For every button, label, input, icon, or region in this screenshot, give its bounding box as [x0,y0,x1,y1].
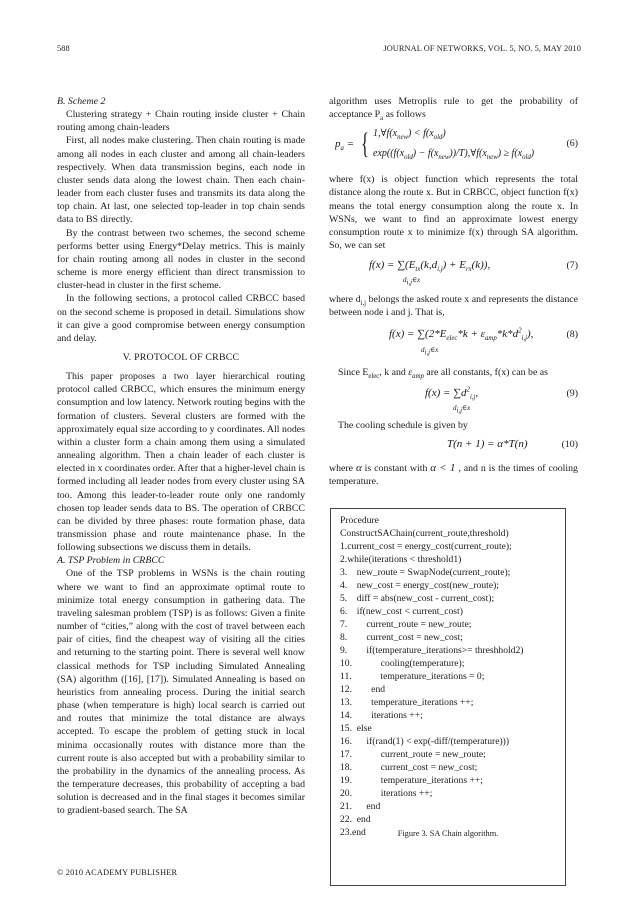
algorithm-line: 1.current_cost = energy_cost(current_route); [340,541,512,552]
algorithm-line: 16. if(rand(1) < exp(-diff/(temperature))) [340,736,510,747]
figure-caption: Figure 3. SA Chain algorithm. [397,829,499,838]
equation-8-number: (8) [566,328,578,340]
scheme2-paragraph-4: In the following sections, a protocol called CRBCC based on the second scheme is proposed in detail. Simulations show it can give a good compromise between energy consumption and delay. [57,293,305,344]
algorithm-line: 14. iterations ++; [340,710,423,721]
algorithm-line: 11. temperature_iterations = 0; [340,671,485,682]
equation-7: $f(x) = \sum(E_{tx}(k,d_{i,j}) + E_{rx}(k))$, $d_{i,j}\in x$ (7) [369,259,578,287]
scheme2-paragraph-2: First, all nodes make clustering. Then chain routing is made among all nodes in each cluster and among all chain-leaders respectively. When data transmission begins, each node in cluster sends data along the lowest chain. Then each chain-leader from each cluster fuses and transmits its data along the top chain. At last, one selected top-leader in top chain sends data to BS directly. [57,135,305,226]
algorithm-line: 2.while(iterations < threshold1) [340,554,462,565]
algorithm-line: 13. temperature_iterations ++; [340,697,474,708]
distance-text: where $d_{i,j}$ belongs the asked route x and represents the distance between node i and j. That is, [329,294,578,319]
metropolis-text: algorithm uses Metroplis rule to get the probability of acceptance $P_a$ as follows [329,96,578,123]
section-heading: V. PROTOCOL OF CRBCC [122,351,240,363]
scheme2-paragraph-3: By the contrast between two schemes, the second scheme performs better using Energy*Delay metrics. This is mainly for chain routing among all nodes in cluster in the second scheme is more energy efficient than direct transmission to cluster-head in cluster in the first scheme. [57,227,305,292]
journal-header: JOURNAL OF NETWORKS, VOL. 5, NO. 5, MAY 2010 [383,44,581,53]
equation-8: $f(x) = \sum(2*E_{elec}*k + \varepsilon_{amp}*k*d^2_{i,j})$, $d_{i,j}\in x$ (8) [389,326,578,356]
equation-6-number: (6) [566,138,578,150]
protocol-paragraph: This paper proposes a two layer hierarchical routing protocol called CRBCC, which ensures the minimum energy consumption and low latency. Network routing begins with the formation of clusters. Several clusters are formed with the approximately equal size according to y coordinates. All nodes within a cluster form a chain among them using a simulated annealing algorithm. Then a chain leader of each cluster is elected in x coordinates order. After that a higher-level chain is formed including all leader nodes from every cluster using SA too. Among this leader-to-leader route only one randomly chosen top leader sends data to BS. The operation of CRBCC can be divided by three phases: route formation phase, data transmission phase and route maintenance phase. In the following subsections we discuss them in details. [57,371,305,554]
equation-10: T(n + 1) = α*T(n) (10) [447,437,578,450]
constants-text: Since $E_{elec}$, k and $\varepsilon_{amp}$ are all constants, f(x) can be as [338,366,548,380]
algorithm-line: 15. else [340,723,372,734]
equation-9: $f(x) = \sum d^2_{i,j}$, $d_{i,j}\in x$ (9) [425,386,578,415]
left-column [57,95,305,817]
equation-7-number: (7) [566,260,578,272]
equation-10-number: (10) [561,438,578,450]
algorithm-line: 8. current_cost = new_cost; [340,632,463,643]
algorithm-line: Procedure [340,515,379,526]
cooling-constant-text: where α is constant with α < 1 , and n is the times of cooling temperature. [329,461,578,488]
algorithm-line: 10. cooling(temperature); [340,658,465,669]
algorithm-line: 22. end [340,814,371,825]
algorithm-line: ConstructSAChain(current_route,threshold) [340,528,509,539]
algorithm-line: 5. diff = abs(new_cost - current_cost); [340,593,495,604]
algorithm-line: 18. current_cost = new_cost; [340,762,478,773]
right-column [329,95,578,488]
algorithm-line: 3. new_route = SwapNode(current_route); [340,567,511,578]
algorithm-line: 17. current_route = new_route; [340,749,486,760]
object-function-text: where f(x) is object function which represents the total distance along the route x. But in CRBCC, object function f(x) means the total energy consumption along the route x. In WSNs, we want to find an approximate lowest energy consumption route x to minimize f(x) through SA algorithm. So, we can set [329,174,578,252]
algorithm-line: 9. if(temperature_iterations>= threshhold2) [340,645,524,656]
algorithm-line: 7. current_route = new_route; [340,619,472,630]
equation-6: $p_a$ = { $1,\forall f(x_{new}) < f(x_{old})$ $\exp((f(x_{old})$ − $f(x_{new}))/T),\forall f(x_{new}) \ge f(x_{old})$ (6) [335,127,578,162]
algorithm-line: 20. iterations ++; [340,788,433,799]
subsection-heading: A. TSP Problem in CRBCC [57,555,165,567]
scheme2-paragraph-1: Clustering strategy + Chain routing inside cluster + Chain routing among chain-leaders [57,109,305,134]
algorithm-line: 12. end [340,684,386,695]
copyright-footer: © 2010 ACADEMY PUBLISHER [57,868,178,877]
algorithm-line: 4. new_cost = energy_cost(new_route); [340,580,499,591]
algorithm-line: 23.end [340,827,366,838]
algorithm-line: 21. end [340,801,381,812]
algorithm-line: 19. temperature_iterations ++; [340,775,483,786]
scheme2-heading: B. Scheme 2 [57,96,106,107]
algorithm-line: 6. if(new_cost < current_cost) [340,606,463,617]
algorithm-code [340,514,565,839]
equation-9-number: (9) [566,387,578,399]
cooling-schedule-text: The cooling schedule is given by [338,419,468,431]
page-number: 588 [57,44,70,53]
tsp-paragraph: One of the TSP problems in WSNs is the chain routing where we want to find an approximate optimal route to minimize total energy consumption in gathering data. The traveling salesman problem (TSP) is as follows: Given a finite number of “cities,” along with the cost of travel between each pair of cities, find the cheapest way of visiting all the cities and returning to the starting point. There is several well know classical methods for TSP including Simulated Annealing (SA) algorithm ([16], [17]). Simulated Annealing is based on heuristics from annealing process. During the initial search phase (when temperature is high) local search is carried out and routes that minimize the total distance are always accepted. To escape the problem of getting stuck in local minima occasionally routes with distance more than the current route is also accepted but with a probability similar to the probability in the dynamics of the annealing process. As the temperature decreases, this probability of accepting a bad solution is decreased and in the final stages it becomes similar to gradient-based search. The SA [57,568,305,817]
